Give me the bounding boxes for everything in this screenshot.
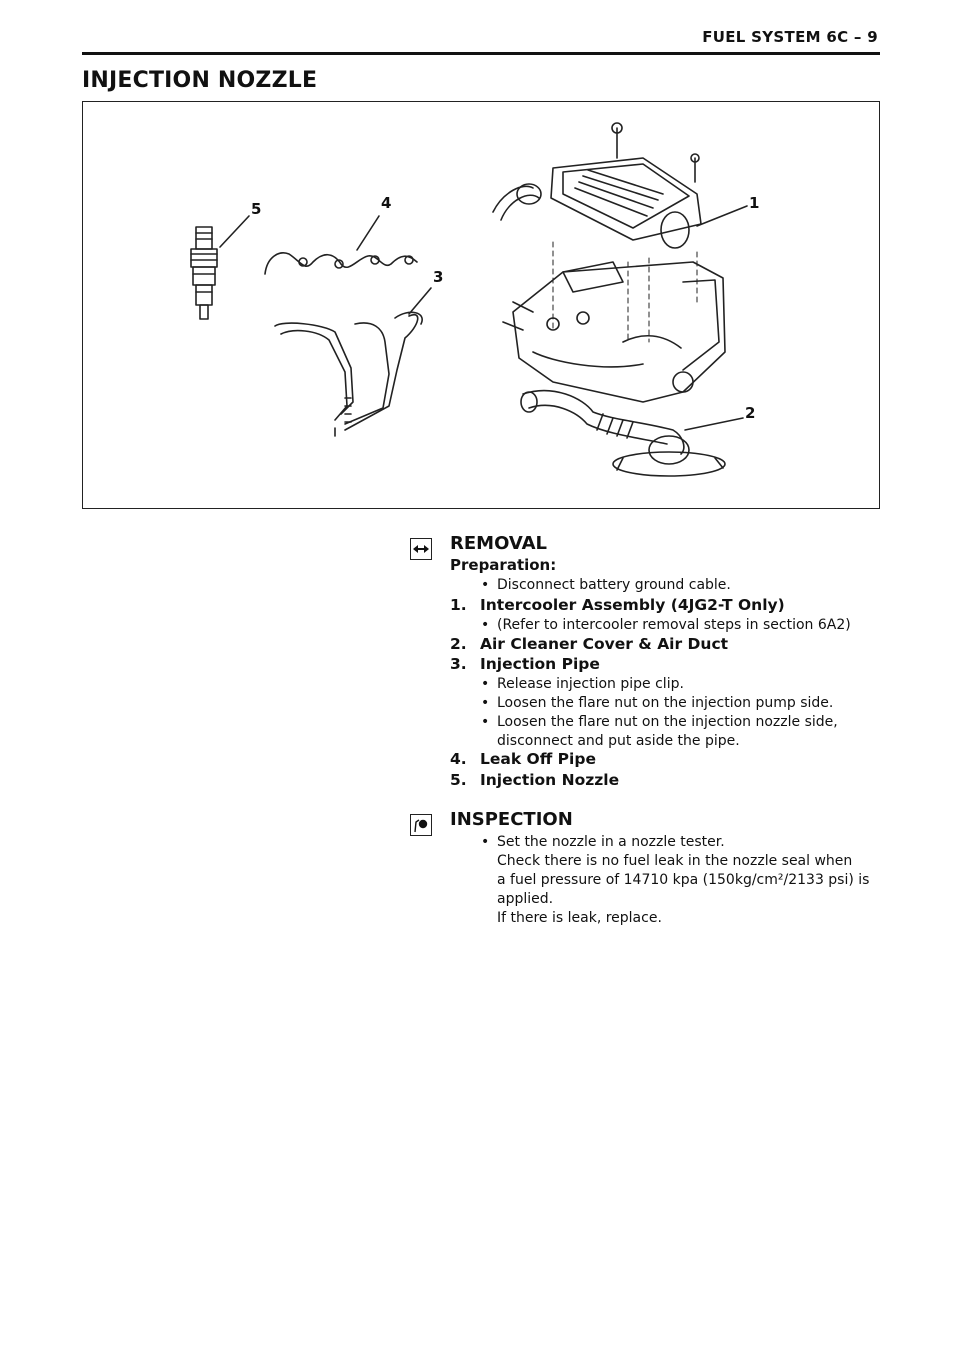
inspection-line-1: Check there is no fuel leak in the nozzle seal when bbox=[497, 853, 853, 869]
callout-4: 4 bbox=[381, 194, 392, 212]
engine-exploded-diagram bbox=[83, 102, 881, 510]
inspection-bullet-text: Set the nozzle in a nozzle tester. bbox=[497, 834, 725, 850]
injection-nozzle-drawing bbox=[191, 227, 217, 319]
section-title: INJECTION NOZZLE bbox=[82, 68, 318, 93]
step-5: 5. Injection Nozzle bbox=[450, 771, 620, 789]
inspection-line-2: a fuel pressure of 14710 kpa (150kg/cm²/2133 psi) is bbox=[497, 872, 870, 888]
step-4-label: Leak Off Pipe bbox=[480, 750, 596, 768]
callout-5: 5 bbox=[251, 200, 262, 218]
step-4: 4. Leak Off Pipe bbox=[450, 750, 596, 768]
page-header bbox=[82, 22, 880, 55]
step-5-label: Injection Nozzle bbox=[480, 771, 620, 789]
step-3: 3. Injection Pipe bbox=[450, 655, 600, 673]
step-3-bullet-2: • Loosen the flare nut on the injection pump side. bbox=[481, 695, 834, 711]
engine-drawing bbox=[503, 262, 725, 402]
step-1: 1. Intercooler Assembly (4JG2-T Only) bbox=[450, 596, 785, 614]
inspection-line-3: applied. bbox=[497, 891, 554, 907]
inspect-magnifier-icon bbox=[410, 814, 432, 836]
preparation-label: Preparation: bbox=[450, 556, 557, 574]
step-2: 2. Air Cleaner Cover & Air Duct bbox=[450, 635, 729, 653]
inspection-bullet: • Set the nozzle in a nozzle tester. bbox=[481, 834, 725, 850]
inspection-line-4: If there is leak, replace. bbox=[497, 910, 662, 926]
callout-3: 3 bbox=[433, 268, 444, 286]
step-1-label: Intercooler Assembly (4JG2-T Only) bbox=[480, 596, 785, 614]
step-1-bullet-text: (Refer to intercooler removal steps in section 6A2) bbox=[497, 617, 851, 633]
preparation-bullet-text: Disconnect battery ground cable. bbox=[497, 577, 731, 593]
step-1-bullet: • (Refer to intercooler removal steps in section 6A2) bbox=[481, 617, 851, 633]
step-3-bullet-1: • Release injection pipe clip. bbox=[481, 676, 684, 692]
step-3-bullet-3: • Loosen the flare nut on the injection nozzle side, bbox=[481, 714, 838, 730]
callout-1: 1 bbox=[749, 194, 760, 212]
step-3-bullet-3-cont: disconnect and put aside the pipe. bbox=[497, 733, 740, 749]
intercooler-drawing bbox=[493, 123, 701, 248]
step-2-label: Air Cleaner Cover & Air Duct bbox=[480, 635, 729, 653]
header-title: FUEL SYSTEM 6C – 9 bbox=[702, 28, 878, 46]
step-3-label: Injection Pipe bbox=[480, 655, 600, 673]
callout-2: 2 bbox=[745, 404, 756, 422]
air-duct-drawing bbox=[521, 391, 725, 476]
removal-heading: REMOVAL bbox=[450, 533, 547, 554]
leak-off-pipe-drawing bbox=[265, 253, 417, 274]
diagram-figure bbox=[82, 101, 880, 509]
inspection-heading: INSPECTION bbox=[450, 809, 573, 830]
injection-pipes-drawing bbox=[275, 312, 422, 436]
disconnect-arrows-icon bbox=[410, 538, 432, 560]
preparation-bullet: • Disconnect battery ground cable. bbox=[481, 577, 731, 593]
